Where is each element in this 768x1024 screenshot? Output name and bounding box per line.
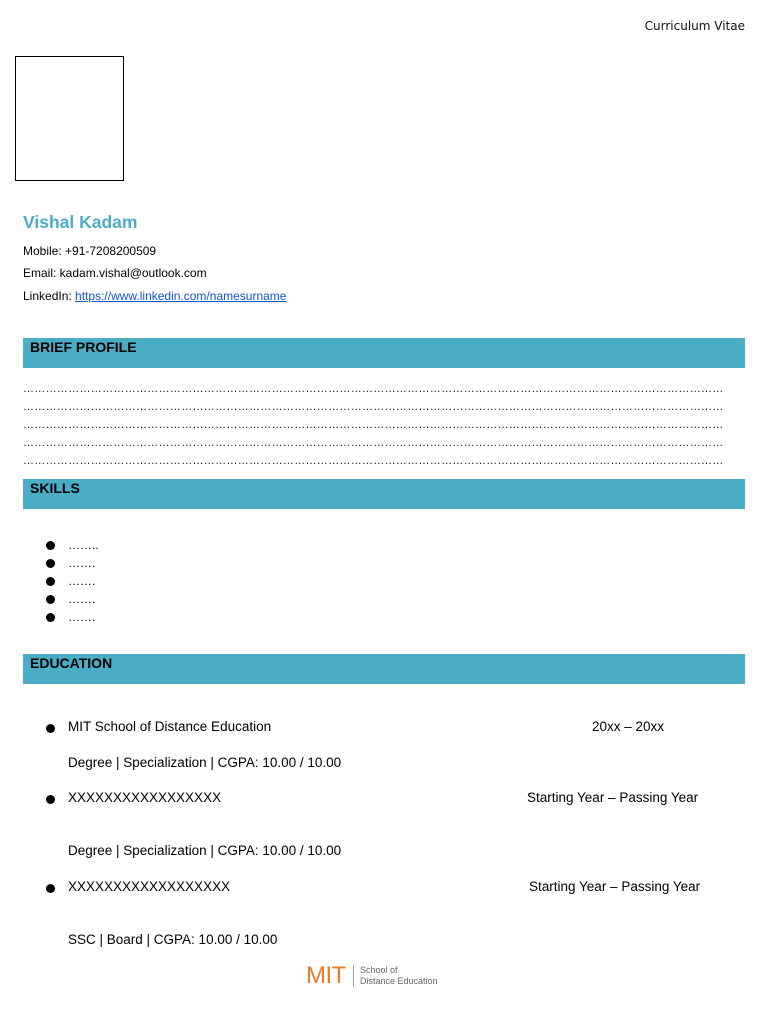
brief-profile-header: [23, 338, 745, 368]
bullet-icon: [46, 613, 55, 622]
bullet-icon: [46, 577, 55, 586]
bullet-icon: [46, 595, 55, 604]
skill-item: ……..: [68, 538, 99, 552]
logo-divider: [353, 965, 354, 987]
education-institution: XXXXXXXXXXXXXXXXX: [68, 790, 222, 805]
skills-title: SKILLS: [30, 480, 80, 496]
education-title: EDUCATION: [30, 655, 113, 671]
email-line: Email: kadam.vishal@outlook.com: [23, 266, 207, 280]
linkedin-link[interactable]: https://www.linkedin.com/namesurname: [75, 289, 287, 303]
profile-line: ……………………………………………………………………………………………………………………………………………………………………: [23, 383, 724, 395]
profile-line: ……………………………………………………………………………………………………………………………………………………………………: [23, 419, 724, 431]
photo-placeholder: [15, 56, 124, 181]
mit-logo-brand: MIT: [306, 962, 346, 989]
bullet-icon: [46, 541, 55, 550]
profile-line: ……………………………………………………………………………………………………………………………………………………………………: [23, 401, 724, 413]
profile-line: ……………………………………………………………………………………………………………………………………………………………………: [23, 437, 724, 449]
skill-item: …….: [68, 574, 96, 588]
education-detail: Degree | Specialization | CGPA: 10.00 / 10.00: [68, 755, 342, 770]
linkedin-line: [23, 289, 286, 303]
logo-subtitle-line2: Distance Education: [360, 976, 438, 986]
profile-line: ……………………………………………………………………………………………………………………………………………………………………: [23, 455, 724, 467]
bullet-icon: [46, 724, 55, 733]
education-institution: XXXXXXXXXXXXXXXXXX: [68, 879, 231, 894]
mit-logo: [306, 961, 442, 991]
skill-item: …….: [68, 610, 96, 624]
bullet-icon: [46, 559, 55, 568]
education-detail: Degree | Specialization | CGPA: 10.00 / 10.00: [68, 843, 342, 858]
education-years: 20xx – 20xx: [592, 719, 665, 734]
education-detail: SSC | Board | CGPA: 10.00 / 10.00: [68, 932, 278, 947]
mit-logo-subtitle: [360, 965, 438, 987]
skills-header: [23, 479, 745, 509]
skill-item: …….: [68, 592, 96, 606]
linkedin-label: LinkedIn:: [23, 289, 76, 303]
bullet-icon: [46, 884, 55, 893]
document-header-title: Curriculum Vitae: [644, 19, 745, 33]
education-years: Starting Year – Passing Year: [529, 879, 701, 894]
logo-subtitle-line1: School of: [360, 965, 398, 975]
education-institution: MIT School of Distance Education: [68, 719, 272, 734]
bullet-icon: [46, 795, 55, 804]
candidate-name: Vishal Kadam: [23, 212, 138, 232]
education-header: [23, 654, 745, 684]
education-years: Starting Year – Passing Year: [527, 790, 699, 805]
mobile-line: Mobile: +91-7208200509: [23, 244, 157, 258]
brief-profile-title: BRIEF PROFILE: [30, 339, 137, 355]
skill-item: …….: [68, 556, 96, 570]
